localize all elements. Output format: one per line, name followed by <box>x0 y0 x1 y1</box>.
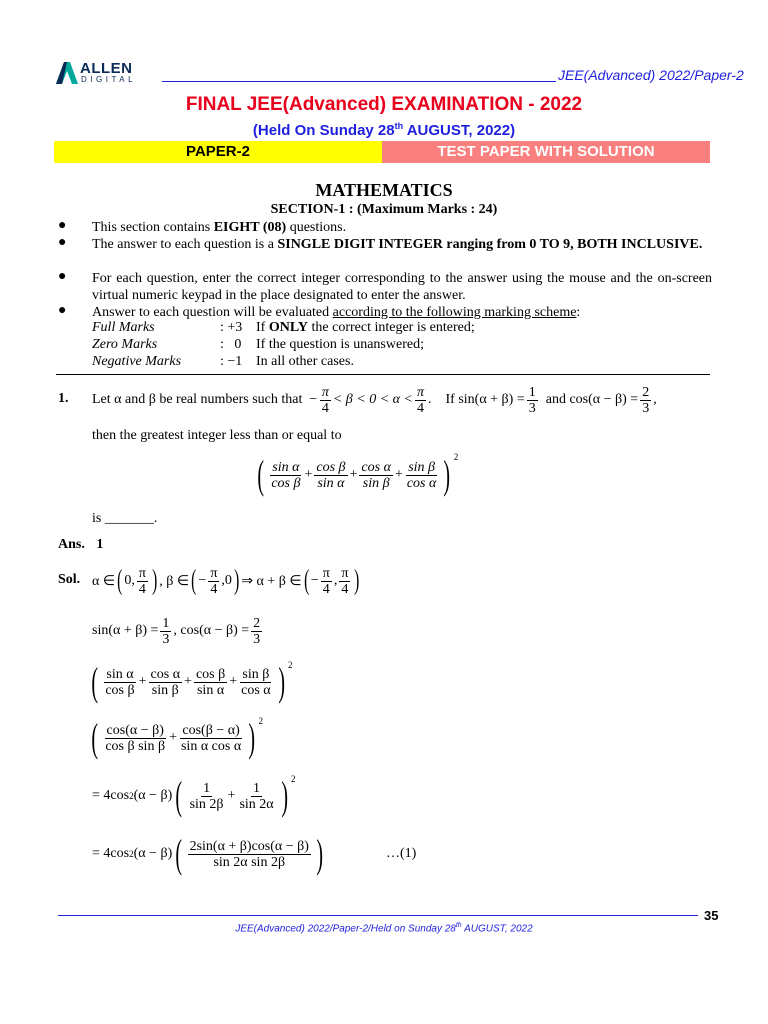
solution-step-3: ( $\frac{\text{sin α}}{\text{cos β}}$ + $\frac{\text{cos α}}{\text{sin β}}$ + $\frac{\text{cos β}}{\text{sin α}}$ + $\frac{\text{sin β}}{\text{cos α}}$ ) $^2$ <box>91 659 293 704</box>
answer-value: 1 <box>96 537 104 552</box>
question-line-2: then the greatest integer less than or equal to <box>92 428 342 443</box>
marking-desc <box>256 320 475 336</box>
footer-text-pre: JEE(Advanced) 2022/Paper-2/Held on Sunday 28 <box>235 923 456 935</box>
marking-row <box>92 337 692 354</box>
fraction: $\frac{2}{3}$ <box>642 384 650 416</box>
instruction-4-pre: Answer to each question will be evaluated <box>92 305 333 320</box>
instruction-1-pre: This section contains <box>92 220 214 235</box>
section-divider <box>56 374 710 375</box>
held-prefix: (Held On Sunday 28 <box>252 122 395 139</box>
marking-value: : 0 <box>220 337 242 352</box>
running-title: JEE(Advanced) 2022/Paper-2 <box>558 67 744 83</box>
held-sup: th <box>394 121 404 131</box>
section-title: SECTION-1 : (Maximum Marks : 24) <box>270 202 498 217</box>
marking-desc-bold: ONLY <box>268 320 308 335</box>
question-text-a: Let α and β be real numbers such that <box>92 392 303 407</box>
bullet-icon: ● <box>58 303 67 318</box>
bullet-icon: ● <box>58 218 67 233</box>
instruction-3: For each question, enter the correct integer corresponding to the answer using the mouse and the on-screen virtual numeric keypad in the place designated to enter the answer. <box>92 271 712 303</box>
instruction-1-bold: EIGHT (08) <box>213 220 287 235</box>
marking-desc-pre: If <box>256 320 269 335</box>
held-suffix: AUGUST, 2022) <box>403 122 516 139</box>
answer-label: Ans. <box>58 537 85 552</box>
footer-text <box>0 922 768 934</box>
instruction-1-post: questions. <box>286 220 347 235</box>
solution-label: Sol. <box>58 572 81 587</box>
instruction-2 <box>92 236 712 253</box>
fraction: $\frac{1}{3}$ <box>528 384 536 416</box>
allen-logo <box>56 60 166 86</box>
solution-step-4: ( $\frac{\cos(\alpha - \beta)}{\text{cos β sin β}}$ + $\frac{\cos(\beta - \alpha)}{\text{sin α cos α}}$ ) $^2$ <box>91 715 263 760</box>
test-paper-label: TEST PAPER WITH SOLUTION <box>437 143 655 160</box>
instruction-1 <box>92 219 712 236</box>
marking-desc: In all other cases. <box>256 354 354 369</box>
footer-sup: th <box>455 922 462 929</box>
footer-rule <box>58 915 698 916</box>
marking-value: : −1 <box>220 354 243 369</box>
marking-label: Zero Marks <box>92 337 158 352</box>
marking-desc-post: the correct integer is entered; <box>308 320 475 335</box>
solution-step-2: sin(α + β) = $\frac{1}{3}$ , cos(α − β) = $\frac{2}{3}$ <box>92 615 261 647</box>
subject-title: MATHEMATICS <box>315 180 453 200</box>
header-rule <box>162 81 556 82</box>
logo-text: ALLEN <box>80 60 133 77</box>
instruction-2-pre: The answer to each question is a <box>92 237 278 252</box>
equation-reference: …(1) <box>386 846 417 861</box>
fraction: $\frac{\pi}{4}$ <box>321 384 329 416</box>
footer-text-post: AUGUST, 2022 <box>461 923 533 935</box>
page-number: 35 <box>704 908 719 923</box>
question-number: 1. <box>58 391 69 406</box>
question-text-c: and cos(α − β) = <box>545 392 639 407</box>
instruction-2-bold: SINGLE DIGIT INTEGER ranging from 0 TO 9, BOTH INCLUSIVE. <box>277 237 703 252</box>
question-line-3: is _______. <box>92 511 158 526</box>
instruction-4 <box>92 304 712 321</box>
instruction-4-post: : <box>576 305 581 320</box>
question-line-1: Let α and β be real numbers such that − $\frac{\pi}{4}$ < β < 0 < α < $\frac{\pi}{4}$ . If sin(α + β) = $\frac{1}{3}$ and cos(α − β) = $\frac{2}{3}$ , <box>92 384 657 416</box>
marking-label: Full Marks <box>92 320 155 335</box>
exam-title: FINAL JEE(Advanced) EXAMINATION - 2022 <box>185 94 583 115</box>
solution-step-1: α ∈ ( 0, $\frac{\pi}{4}$ ) , β ∈ ( − $\frac{\pi}{4}$ ,0 ) ⇒ α + β ∈ ( − $\frac{\pi}{4}$ , $\frac{\pi}{4}$ ) <box>92 565 360 597</box>
question-text-b: If sin(α + β) = <box>445 392 525 407</box>
marking-value: : +3 <box>220 320 243 335</box>
bullet-icon: ● <box>58 235 67 250</box>
question-expression: ( $\frac{\text{sin α}}{\text{cos β}}$ + $\frac{\text{cos β}}{\text{sin α}}$ + $\frac{\text{cos α}}{\text{sin β}}$ + $\frac{\text{sin β}}{\text{cos α}}$ ) $^2$ <box>257 452 459 497</box>
solution-step-6: = 4cos 2 (α − β) ( $\frac{2\sin(\alpha + \beta)\cos(\alpha - \beta)}{\text{sin 2α sin 2β}}$ ) <box>92 831 323 876</box>
solution-step-5: = 4cos 2 (α − β) ( $\frac{1}{\sin 2\beta}$ + $\frac{1}{\sin 2\alpha}$ ) $^2$ <box>92 773 296 818</box>
bullet-icon: ● <box>58 269 67 284</box>
allen-logo-mark-icon <box>56 62 78 84</box>
fraction: $\frac{\pi}{4}$ <box>416 384 424 416</box>
paper-banner-right <box>382 141 710 163</box>
paper-banner-left <box>54 141 382 163</box>
logo-subtext: DIGITAL <box>81 75 137 84</box>
marking-row <box>92 320 692 337</box>
question-condition: − $\frac{\pi}{4}$ < β < 0 < α < $\frac{\pi}{4}$ . <box>308 384 432 416</box>
instruction-4-underlined: according to the following marking scheme <box>332 305 577 320</box>
exam-held-date <box>0 121 768 139</box>
marking-label: Negative Marks <box>92 354 182 369</box>
marking-row <box>92 354 692 371</box>
paper-label: PAPER-2 <box>186 143 250 160</box>
answer <box>58 537 103 553</box>
marking-desc: If the question is unanswered; <box>256 337 424 352</box>
